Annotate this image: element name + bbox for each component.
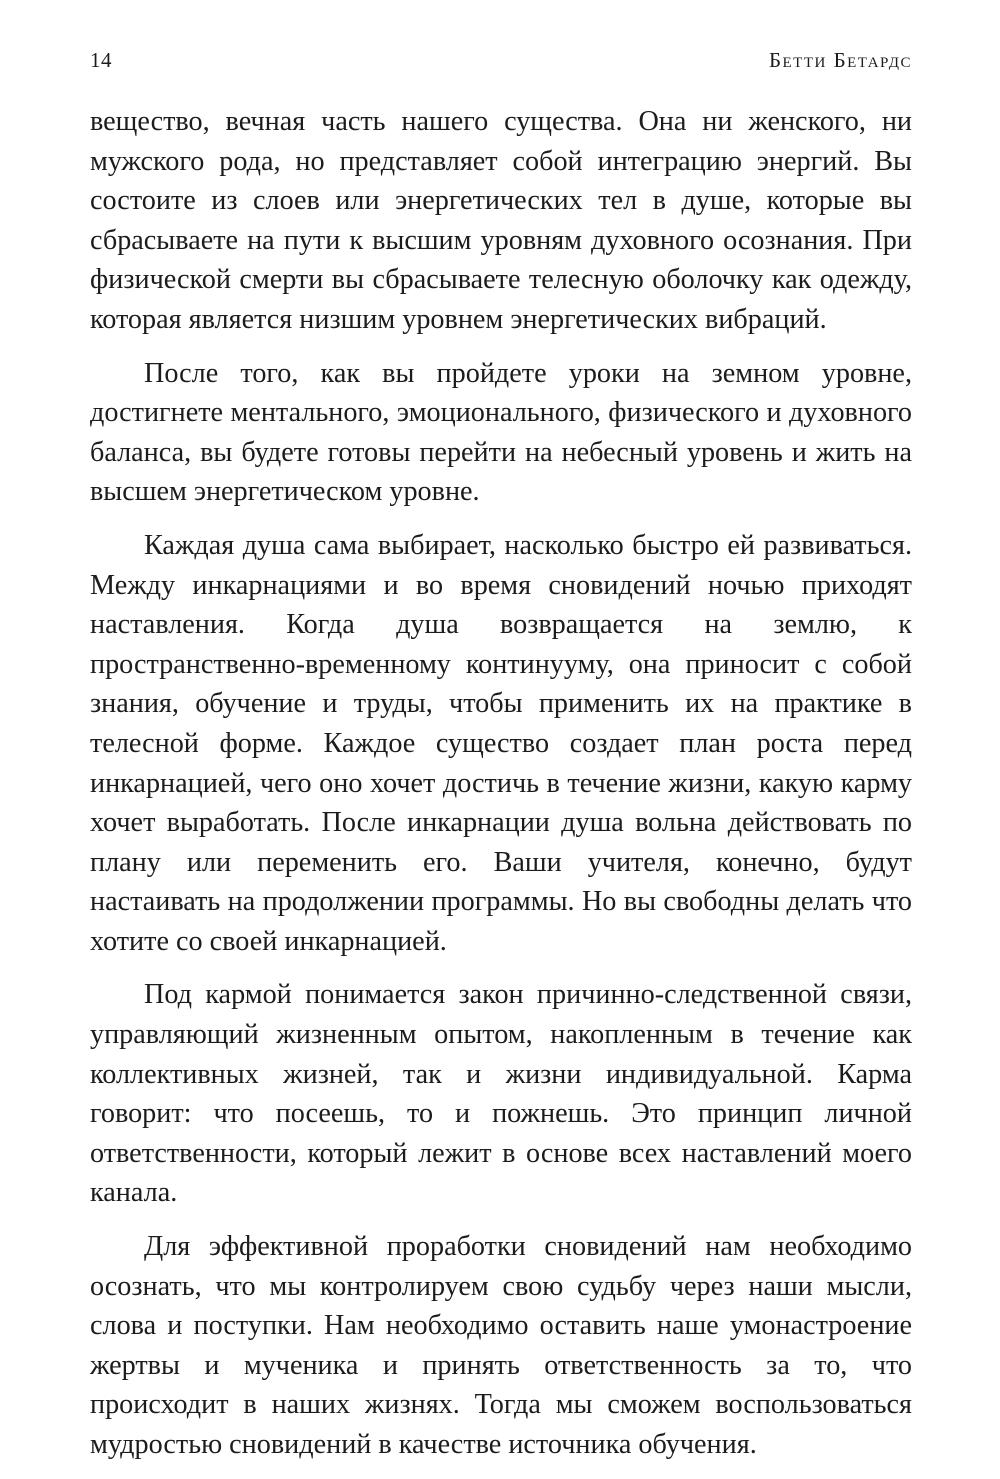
paragraph-1: вещество, вечная часть нашего существа. Она ни женского, ни мужского рода, но представляет собой интеграцию энергий. Вы состоите из слоев или энергетических тел в душе, которые вы сбрасываете на пути к высшим уровням духовного осознания. При физической смерти вы сбрасываете телесную оболочку как одежду, которая является низшим уровнем энергетических вибраций.	[90, 106, 912, 335]
running-head-author: Бетти Бетардс	[768, 48, 912, 72]
paragraph-5: Для эффективной проработки сновидений нам необходимо осознать, что мы контролируем свою судьбу через наши мысли, слова и поступки. Нам необходимо оставить наше умонастроение жертвы и мученика и принять ответственность за то, что происходит в наших жизнях. Тогда мы сможем воспользоваться мудростью сновидений в качестве источника обучения.	[90, 1231, 912, 1460]
paragraph-3: Каждая душа сама выбирает, насколько быстро ей развиваться. Между инкарнациями и во время сновидений ночью приходят наставления. Когда душа возвращается на землю, к пространственно-временному континууму, она приносит с собой знания, обучение и труды, чтобы применить их на практике в телесной форме. Каждое существо создает план роста перед инкарнацией, чего оно хочет достичь в течение жизни, какую карму хочет выработать. После инкарнации душа вольна действовать по плану или переменить его. Ваши учителя, конечно, будут настаивать на продолжении программы. Но вы свободны делать что хотите со своей инкарнацией.	[90, 529, 912, 957]
body-text	[90, 102, 912, 1479]
page-number: 14	[90, 48, 112, 72]
page-header	[90, 48, 912, 78]
paragraph-2: После того, как вы пройдете уроки на земном уровне, достигнете ментального, эмоционального, физического и духовного баланса, вы будете готовы перейти на небесный уровень и жить на высшем энергетическом уровне.	[90, 357, 912, 508]
paragraph-4: Под кармой понимается закон причинно-следственной связи, управляющий жизненным опытом, накопленным в течение как коллективных жизней, так и жизни индивидуальной. Карма говорит: что посеешь, то и пожнешь. Это принцип личной ответственности, который лежит в основе всех наставлений моего канала.	[90, 979, 912, 1209]
